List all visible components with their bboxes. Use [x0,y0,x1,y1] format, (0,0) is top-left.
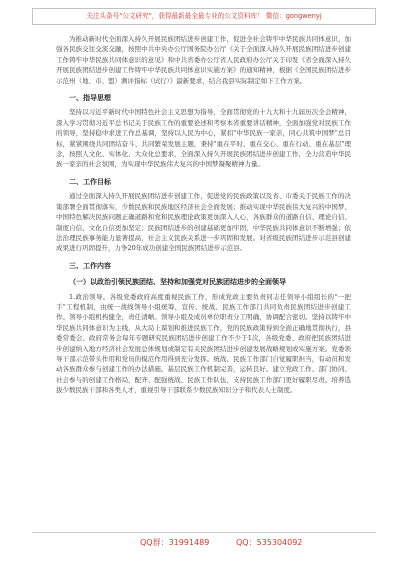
heading-political-leadership: （一）以政治引领民族团结、坚持和加强党对民族团结进步的全面领导 [69,278,286,287]
footer-qq-group: QQ群：31991489 [140,538,210,547]
intro-paragraph: 为推动新时代全面深入持久开展民族团结进步创建工作，促进全社会铸牢中华民族共同体意识，加强各民族交往交流交融，按照中共中央办公厅国务院办公厅《关于全面深入持久开展民族团结进步创建工作铸牢中华民族共同体意识的意见》和中共省委办公厅省人民政府办公厅关于印发《省全面深入持久开展民族团结进步创建工作铸牢中华民族共同体意识实施方案》的通知精神，根据《全国民族团结进步示范州（地、市、盟）测评指标（试行）》最新要求，结合我县实际制定如下工作方案。 [56,35,351,85]
top-banner: 关注头条号"公文研究"，获得最新最全最专业的公文资料库！ 微信：gongwenyj [32,8,376,25]
leadership-paragraph: 1.政治领导。各级党委政府高度重视民族工作，形成党政主要负责同志任领导小组组长的"一把手"工程机制，由统一战线领导小组统筹，宣传、统战、民族工作部门共同负责民族团结进步创建工作。领导小组机构健全，责任清晰。领导小组及成员单位职责分工明确，协调配合密切。坚持以铸牢中华民族共同体意识为主线，从大局上谋划和推进民族工作，党的民族政策得到全面正确地贯彻执行，县委常委会、政府常务会每年专题研究民族团结进步创建工作不少于1次，各级党委、政府把民族团结进步创建纳入地方经济社会发展总体规划或制定有关民族团结进步创建发展战略规划或实施方案。党委领导干部示范带头作用和党员的模范作用得到充分发挥。统战、民族工作部门自觉履职担当，有动员和发动各族群众参与创建工作的办法措施。基层民族工作机制完善，运转良好。建立党政工作、部门协同、社会参与的创建工作格局，配齐、配强统战、民族工作队伍，支持民族工作部门更好履职尽责。培养选拔少数民族干部和各类人才，重视引导干部联系少数民族知识分子和代表人士制度。 [56,292,351,395]
guiding-ideology-paragraph: 坚持以习近平新时代中国特色社会主义思想为指导，全面贯彻党的十九大和十九届历次全会精神，深入学习贯彻习近平总书记关于民族工作的重要论述和考察本省重要讲话精神，全面加强党对民族工作的领导，坚持稳中求进工作总基调，坚持以人民为中心，紧扣"中华民族一家亲，同心共筑中国梦"总目标，紧紧围绕共同团结奋斗、共同繁荣发展主题，秉持"重在平时、重在交心、重在行动、重在基层"理念，按照人文化、实体化、大众化总要求，全面深入持久开展民族团结进步创建工作，全力营造中华民族一家亲的社会氛围，为实现中华民族伟大复兴的中国梦凝聚精神力量。 [56,108,351,169]
heading-work-contents: 三、工作内容 [69,261,111,270]
footer-divider [32,532,376,533]
heading-work-goals: 二、工作目标 [69,177,111,186]
heading-guiding-ideology: 一、指导思想 [69,94,111,103]
work-goals-paragraph: 通过全面深入持久开展民族团结进步创建工作，促进党的民族政策以及省、市委关于民族工作的决策部署全面贯彻落实，少数民族和民族地区经济社会全面发展；推动实现中华民族伟大复兴的中国梦、中国特色解决民族问题正确道路和党和民族理论政策更加深入人心，各族群众的道路自信、理论自信、制度自信、文化自信更加坚定；民族团结进步的创建基础更加牢固，中华民族共同体意识不断增强；依法治理民族事务能力显著提高，社会主义民族关系进一步巩固和发展。对省级民族团结进步示范县创建成果进行巩固提升，力争20年成功创建全国民族团结进步示范县。 [56,192,351,253]
footer-qq-number: QQ：535304092 [236,538,303,547]
document-body [56,34,351,396]
